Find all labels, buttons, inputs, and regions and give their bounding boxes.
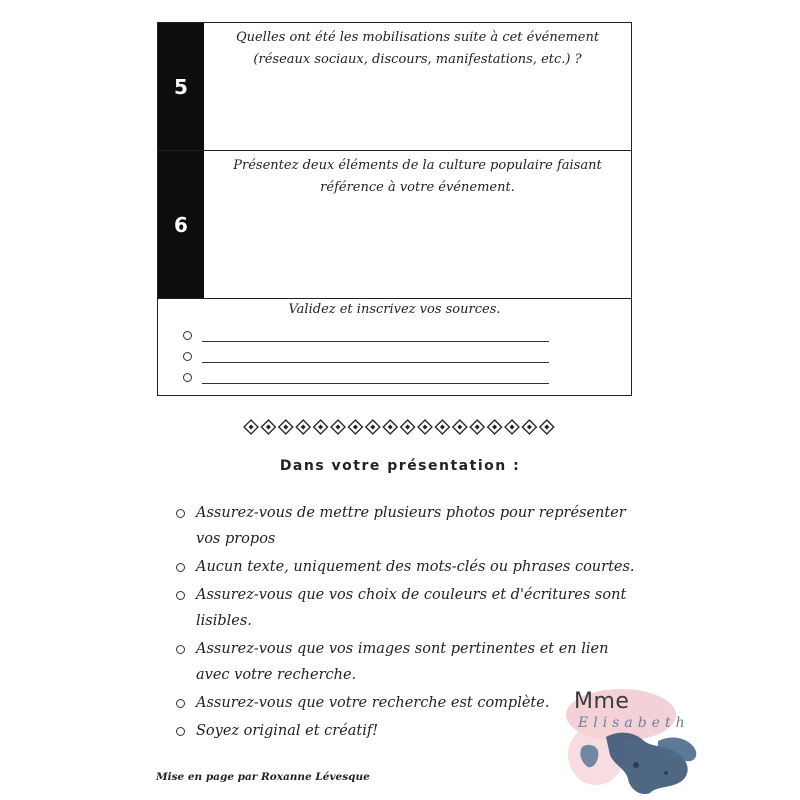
source-line-2[interactable] bbox=[183, 346, 549, 366]
question-text: Quelles ont été les mobilisations suite à cet événement (réseaux sociaux, discours, manifestations, etc.) ? bbox=[235, 30, 600, 67]
list-item-text: Aucun texte, uniquement des mots-clés ou phrases courtes. bbox=[196, 559, 635, 575]
presentation-title: Dans votre présentation : bbox=[279, 458, 521, 474]
circle-bullet-icon bbox=[176, 699, 185, 708]
logo-title: Mme bbox=[574, 689, 630, 714]
question-row-5 bbox=[158, 23, 631, 151]
diamond-dot-icon bbox=[353, 425, 358, 430]
list-item bbox=[176, 500, 646, 552]
source-line-3[interactable] bbox=[183, 367, 549, 387]
logo-subtitle: Elisabeth bbox=[578, 715, 690, 731]
diamond-dot-icon bbox=[440, 425, 445, 430]
question-text: Présentez deux éléments de la culture populaire faisant référence à votre événement. bbox=[233, 158, 602, 195]
circle-bullet-icon bbox=[176, 591, 185, 600]
diamond-dot-icon bbox=[492, 425, 497, 430]
source-line-1[interactable] bbox=[183, 325, 549, 345]
diamond-dot-icon bbox=[266, 425, 271, 430]
diamond-dot-icon bbox=[510, 425, 515, 430]
list-item-text: Assurez-vous que votre recherche est complète. bbox=[196, 695, 550, 711]
footer-credit: Mise en page par Roxanne Lévesque bbox=[156, 771, 370, 783]
diamond-divider bbox=[0, 418, 800, 440]
circle-bullet-icon bbox=[176, 563, 185, 572]
diamond-dot-icon bbox=[336, 425, 341, 430]
circle-bullet-icon bbox=[176, 727, 185, 736]
diamond-dot-icon bbox=[423, 425, 428, 430]
list-item-text: Assurez-vous que vos choix de couleurs et d'écritures sont lisibles. bbox=[196, 587, 627, 629]
diamond-dot-icon bbox=[475, 425, 480, 430]
circle-bullet-icon bbox=[183, 373, 192, 382]
list-item bbox=[176, 582, 646, 634]
sources-row bbox=[158, 299, 631, 395]
circle-bullet-icon bbox=[183, 331, 192, 340]
diamond-dot-icon bbox=[283, 425, 288, 430]
question-row-6 bbox=[158, 151, 631, 299]
list-item-text: Assurez-vous que vos images sont pertinentes et en lien avec votre recherche. bbox=[196, 641, 609, 683]
diamond-dot-icon bbox=[457, 425, 462, 430]
sources-title: Validez et inscrivez vos sources. bbox=[288, 302, 501, 317]
diamond-dot-icon bbox=[318, 425, 323, 430]
diamond-dot-icon bbox=[249, 425, 254, 430]
question-table bbox=[157, 22, 632, 396]
source-blank[interactable] bbox=[202, 350, 549, 363]
diamond-dot-icon bbox=[301, 425, 306, 430]
logo bbox=[566, 685, 716, 797]
diamond-dot-icon bbox=[405, 425, 410, 430]
diamond-dot-icon bbox=[527, 425, 532, 430]
question-number: 5 bbox=[158, 23, 204, 150]
list-item bbox=[176, 636, 646, 688]
question-number: 6 bbox=[158, 151, 204, 298]
list-item-text: Assurez-vous de mettre plusieurs photos pour représenter vos propos bbox=[196, 505, 626, 547]
list-item-text: Soyez original et créatif! bbox=[196, 723, 379, 739]
source-blank[interactable] bbox=[202, 329, 549, 342]
list-item bbox=[176, 554, 646, 580]
diamond-dot-icon bbox=[388, 425, 393, 430]
diamond-dot-icon bbox=[370, 425, 375, 430]
circle-bullet-icon bbox=[176, 509, 185, 518]
diamond-dot-icon bbox=[544, 425, 549, 430]
circle-bullet-icon bbox=[176, 645, 185, 654]
circle-bullet-icon bbox=[183, 352, 192, 361]
diamond-divider-icon bbox=[242, 418, 558, 436]
source-blank[interactable] bbox=[202, 371, 549, 384]
